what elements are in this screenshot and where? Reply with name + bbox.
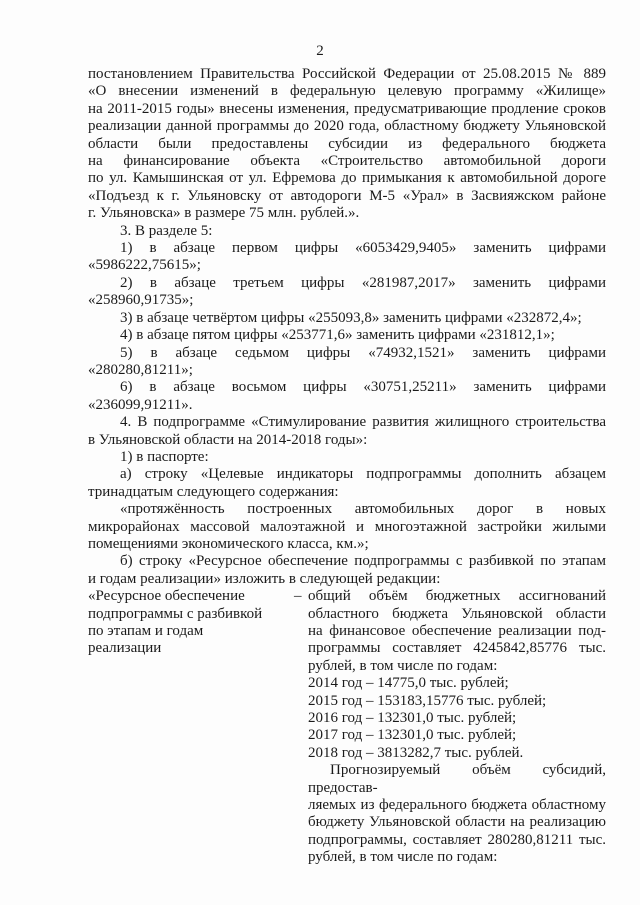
item-6: 6) в абзаце восьмом цифры «30751,25211» заменить цифрами bbox=[120, 379, 606, 396]
year-funding: 2014 год – 14775,0 тыс. рублей; bbox=[308, 675, 509, 692]
passport-heading: 1) в паспорте: bbox=[120, 448, 209, 465]
intro-line: на 2011-2015 годы» внесены изменения, предусматривающие продление сроков bbox=[88, 100, 606, 117]
table-label-line: подпрограммы с разбивкой bbox=[88, 605, 263, 622]
subitem-a-continued: тринадцатым следующего содержания: bbox=[88, 483, 339, 500]
table-label-line: реализации bbox=[88, 640, 162, 657]
resource-table-content bbox=[308, 588, 606, 867]
forecast-line: ляемых из федерального бюджета областному bbox=[308, 797, 606, 814]
item-1: 1) в абзаце первом цифры «6053429,9405» заменить цифрами bbox=[120, 240, 606, 257]
forecast-line: подпрограммы, составляет 280280,81211 тыс. bbox=[308, 831, 606, 848]
forecast-line: бюджету Ульяновской области на реализацию bbox=[308, 814, 606, 831]
quoted-indicator-continued: микрорайонах массовой малоэтажной и многоэтажной застройки жилыми bbox=[88, 518, 606, 535]
subitem-b: б) строку «Ресурсное обеспечение подпрограммы с разбивкой по этапам bbox=[120, 553, 606, 570]
forecast-line: Прогнозируемый объём субсидий, предостав- bbox=[308, 762, 606, 796]
intro-line: на финансирование объекта «Строительство автомобильной дороги bbox=[88, 153, 606, 170]
year-funding: 2017 год – 132301,0 тыс. рублей; bbox=[308, 727, 517, 744]
section-3-heading: 3. В разделе 5: bbox=[120, 222, 213, 239]
item-5: 5) в абзаце седьмом цифры «74932,1521» заменить цифрами bbox=[120, 344, 606, 361]
total-funding-line: на финансовое обеспечение реализации под- bbox=[308, 623, 606, 639]
intro-line: г. Ульяновска» в размере 75 млн. рублей.». bbox=[88, 205, 360, 222]
item-1-continued: «5986222,75615»; bbox=[88, 257, 201, 274]
section-4-heading: 4. В подпрограмме «Стимулирование развития жилищного строительства bbox=[120, 414, 606, 431]
item-4: 4) в абзаце пятом цифры «253771,6» заменить цифрами «231812,1»; bbox=[120, 327, 555, 344]
year-funding: 2018 год – 3813282,7 тыс. рублей. bbox=[308, 744, 524, 761]
resource-table-label bbox=[88, 588, 294, 867]
item-6-continued: «236099,91211». bbox=[88, 396, 193, 413]
item-2-continued: «258960,91735»; bbox=[88, 292, 194, 309]
item-3: 3) в абзаце четвёртом цифры «255093,8» заменить цифрами «232872,4»; bbox=[120, 309, 582, 326]
forecast-tail: рублей, в том числе по годам: bbox=[308, 849, 498, 866]
page-number: 2 bbox=[316, 43, 324, 59]
table-label-line: по этапам и годам bbox=[88, 623, 204, 639]
subitem-b-continued: и годам реализации» изложить в следующей редакции: bbox=[88, 570, 441, 587]
resource-table bbox=[88, 588, 606, 867]
document-body bbox=[88, 66, 606, 867]
total-funding-line: программы составляет 4245842,85776 тыс. bbox=[308, 640, 606, 657]
intro-line: области были предоставлены субсидии из федерального бюджета bbox=[88, 135, 606, 152]
intro-line: постановлением Правительства Российской Федерации от 25.08.2015 № 889 bbox=[88, 66, 606, 82]
year-funding: 2015 год – 153183,15776 тыс. рублей; bbox=[308, 692, 547, 709]
intro-line: по ул. Камышинская от ул. Ефремова до примыкания к автомобильной дороге bbox=[88, 170, 606, 187]
total-funding-line: общий объём бюджетных ассигнований bbox=[308, 588, 606, 605]
intro-line: «Подъезд к г. Ульяновску от автодороги М-5 «Урал» в Засвияжском районе bbox=[88, 187, 606, 204]
subitem-a: а) строку «Целевые индикаторы подпрограммы дополнить абзацем bbox=[120, 466, 606, 483]
year-funding: 2016 год – 132301,0 тыс. рублей; bbox=[308, 710, 517, 727]
item-5-continued: «280280,81211»; bbox=[88, 361, 193, 378]
intro-line: «О внесении изменений в федеральную целевую программу «Жилище» bbox=[88, 83, 606, 100]
quoted-indicator: «протяжённость построенных автомобильных дорог в новых bbox=[120, 501, 606, 518]
section-4-heading-continued: в Ульяновской области на 2014-2018 годы»: bbox=[88, 431, 368, 448]
total-funding-tail: рублей, в том числе по годам: bbox=[308, 657, 498, 674]
item-2: 2) в абзаце третьем цифры «281987,2017» заменить цифрами bbox=[120, 274, 606, 291]
table-dash: – bbox=[294, 588, 302, 605]
intro-line: реализации данной программы до 2020 года, областному бюджету Ульяновской bbox=[88, 118, 606, 135]
total-funding-line: областного бюджета Ульяновской области bbox=[308, 605, 606, 622]
quoted-indicator-end: помещениями экономического класса, км.»; bbox=[88, 535, 369, 552]
table-label-line: «Ресурсное обеспечение bbox=[88, 588, 245, 605]
